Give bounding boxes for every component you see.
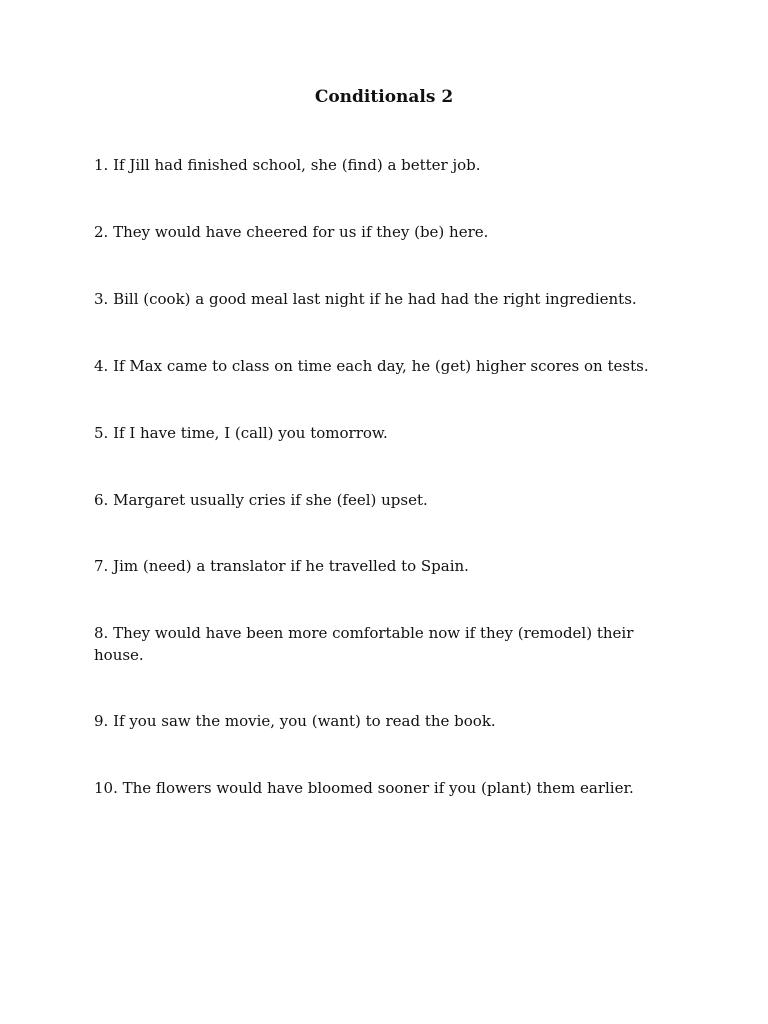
question-9: 9. If you saw the movie, you (want) to read the book.	[94, 712, 496, 730]
question-2: 2. They would have cheered for us if they (be) here.	[94, 223, 489, 241]
page-title: Conditionals 2	[314, 87, 454, 107]
question-4: 4. If Max came to class on time each day, he (get) higher scores on tests.	[94, 357, 649, 375]
question-5: 5. If I have time, I (call) you tomorrow.	[94, 424, 388, 442]
question-8: 8. They would have been more comfortable now if they (remodel) their house.	[94, 624, 634, 664]
question-10: 10. The flowers would have bloomed sooner if you (plant) them earlier.	[94, 779, 634, 797]
question-7: 7. Jim (need) a translator if he travelled to Spain.	[94, 557, 469, 575]
question-1: 1. If Jill had finished school, she (find) a better job.	[94, 156, 481, 174]
question-6: 6. Margaret usually cries if she (feel) upset.	[94, 491, 428, 509]
question-3: 3. Bill (cook) a good meal last night if he had had the right ingredients.	[94, 290, 637, 308]
